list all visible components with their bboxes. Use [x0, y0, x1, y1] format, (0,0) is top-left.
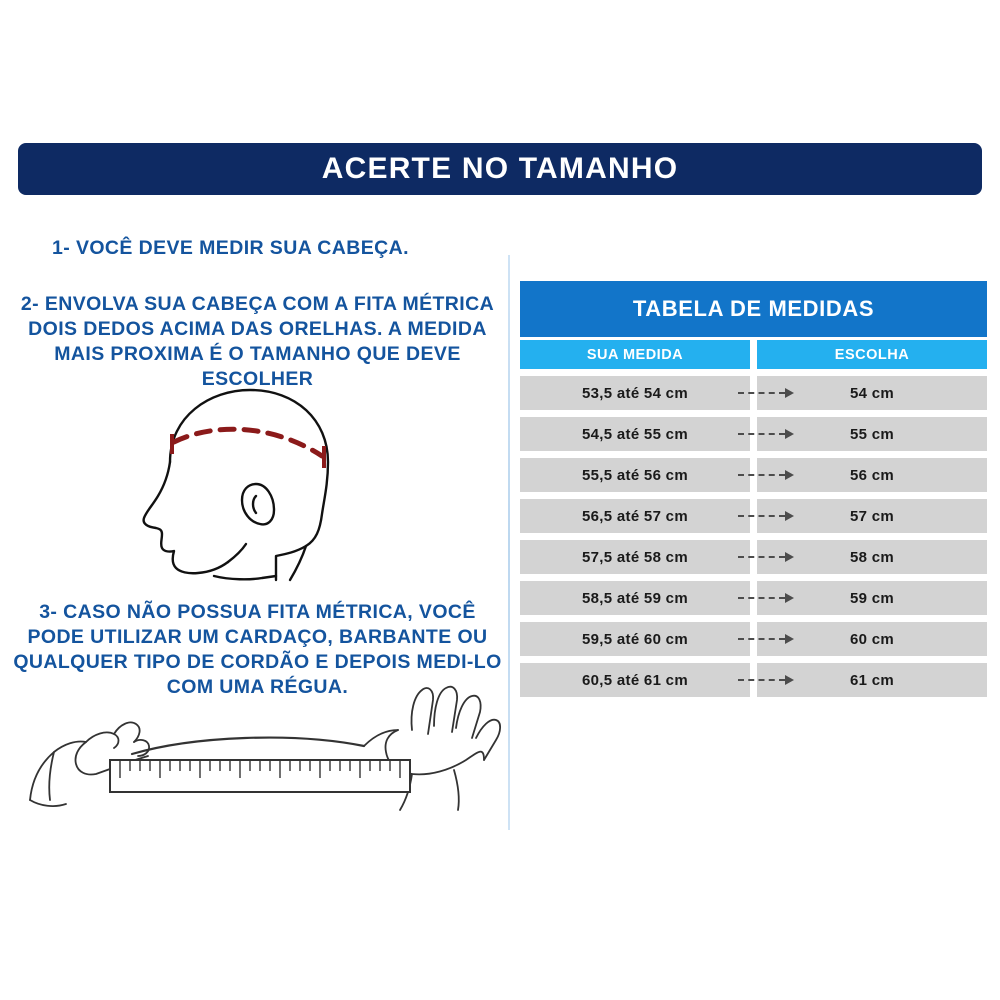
cell-measure: 60,5 até 61 cm	[520, 663, 750, 697]
cell-choice: 58 cm	[757, 540, 987, 574]
instructions-column	[10, 222, 505, 842]
cell-choice: 55 cm	[757, 417, 987, 451]
cell-choice: 57 cm	[757, 499, 987, 533]
head-measure-illustration	[110, 380, 410, 590]
table-row	[520, 417, 987, 451]
page-title: ACERTE NO TAMANHO	[321, 152, 679, 185]
page-banner	[18, 143, 982, 195]
cell-measure: 57,5 até 58 cm	[520, 540, 750, 574]
table-header-row	[520, 340, 987, 369]
cell-measure: 53,5 até 54 cm	[520, 376, 750, 410]
cell-choice: 59 cm	[757, 581, 987, 615]
table-row	[520, 458, 987, 492]
cell-choice: 60 cm	[757, 622, 987, 656]
cell-measure: 55,5 até 56 cm	[520, 458, 750, 492]
cell-choice: 54 cm	[757, 376, 987, 410]
measurements-table	[520, 281, 987, 697]
table-row	[520, 581, 987, 615]
cell-choice: 56 cm	[757, 458, 987, 492]
column-header-measure: SUA MEDIDA	[520, 340, 750, 369]
cell-measure: 59,5 até 60 cm	[520, 622, 750, 656]
table-row	[520, 540, 987, 574]
cell-measure: 56,5 até 57 cm	[520, 499, 750, 533]
table-title: TABELA DE MEDIDAS	[520, 281, 987, 337]
table-row	[520, 499, 987, 533]
cell-measure: 54,5 até 55 cm	[520, 417, 750, 451]
string-ruler-illustration	[14, 672, 504, 832]
table-row	[520, 663, 987, 697]
instruction-step-1: 1- VOCÊ DEVE MEDIR SUA CABEÇA.	[52, 237, 409, 259]
column-header-choice: ESCOLHA	[757, 340, 987, 369]
column-divider	[508, 255, 510, 830]
cell-measure: 58,5 até 59 cm	[520, 581, 750, 615]
table-row	[520, 622, 987, 656]
instruction-step-2: 2- ENVOLVA SUA CABEÇA COM A FITA MÉTRICA DOIS DEDOS ACIMA DAS ORELHAS. A MEDIDA MAIS PROXIMA É O TAMANHO QUE DEVE ESCOLHER	[20, 293, 495, 390]
instruction-step-3: 3- CASO NÃO POSSUA FITA MÉTRICA, VOCÊ PODE UTILIZAR UM CARDAÇO, BARBANTE OU QUALQUER TIPO DE CORDÃO E DEPOIS MEDI-LO COM UMA RÉGUA.	[13, 601, 502, 698]
table-row	[520, 376, 987, 410]
cell-choice: 61 cm	[757, 663, 987, 697]
